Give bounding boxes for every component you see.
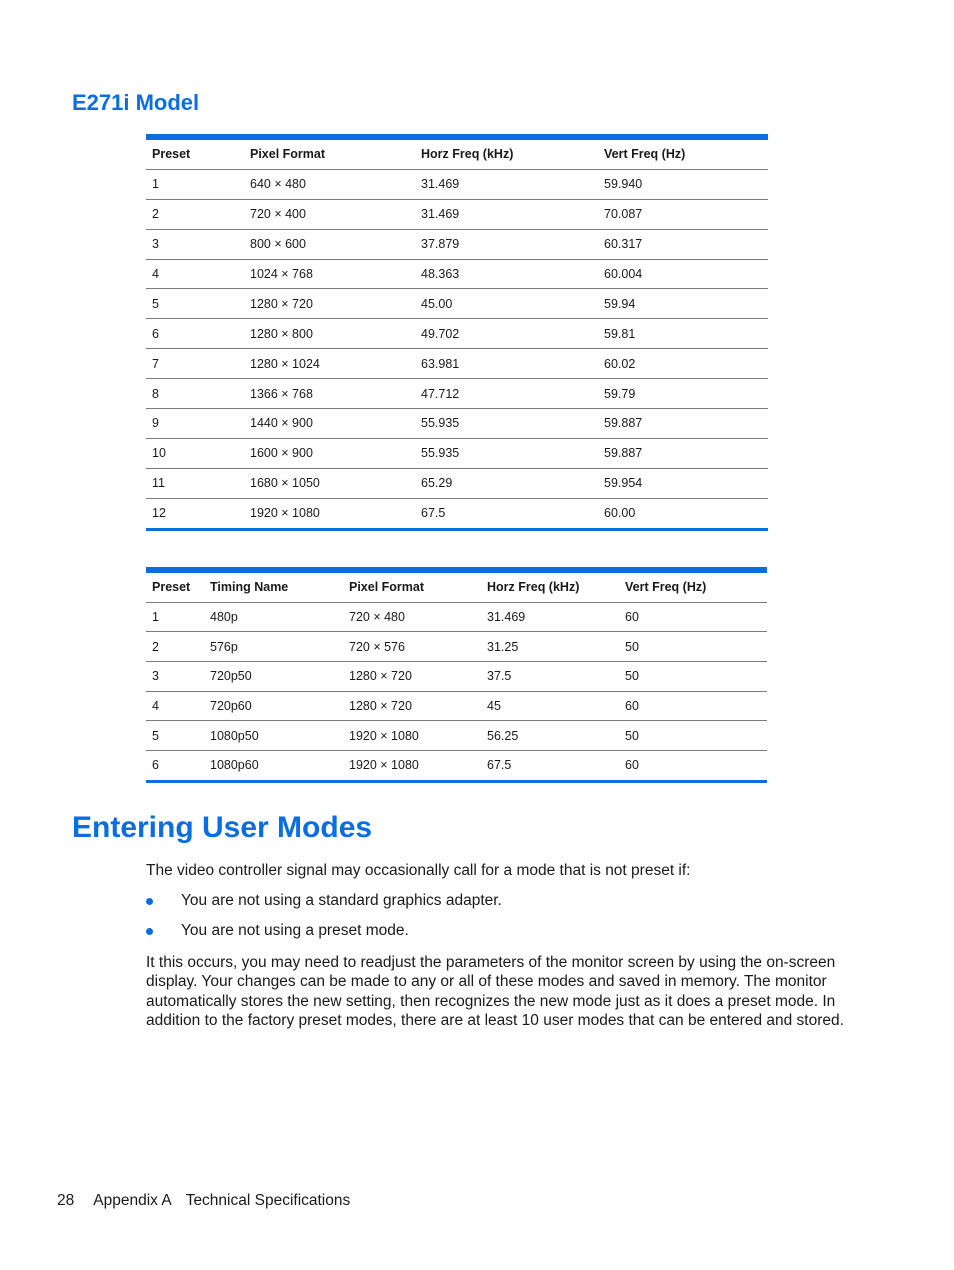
table-cell: 55.935 bbox=[415, 409, 598, 439]
table-row bbox=[146, 169, 768, 199]
table-cell: 720p50 bbox=[204, 662, 343, 692]
page-footer bbox=[57, 1192, 350, 1210]
table-cell: 60 bbox=[625, 758, 639, 773]
section-title: E271i Model bbox=[72, 90, 200, 115]
bullet-icon bbox=[146, 928, 153, 935]
table-cell: 60.004 bbox=[598, 259, 768, 289]
table-cell: 720 × 480 bbox=[343, 602, 481, 632]
table-cell: 59.954 bbox=[598, 468, 768, 498]
page-number: 28 bbox=[57, 1192, 75, 1209]
table-cell: 1080p60 bbox=[210, 758, 259, 773]
page-heading: Entering User Modes bbox=[72, 811, 373, 844]
table-cell: 7 bbox=[146, 349, 244, 379]
table-row bbox=[146, 751, 767, 782]
high-definition-timing-table bbox=[146, 567, 767, 783]
table-cell: 6 bbox=[152, 758, 159, 773]
table-cell: 37.5 bbox=[481, 662, 619, 692]
table-row bbox=[146, 721, 767, 751]
table-cell: 31.25 bbox=[481, 632, 619, 662]
column-header: Preset bbox=[146, 137, 244, 169]
table-cell: 60.317 bbox=[598, 229, 768, 259]
table-cell: 31.469 bbox=[415, 199, 598, 229]
table-row bbox=[146, 259, 768, 289]
table-cell: 8 bbox=[146, 379, 244, 409]
table-cell: 60 bbox=[619, 602, 767, 632]
table-cell: 1080p50 bbox=[204, 721, 343, 751]
table-cell: 4 bbox=[146, 691, 204, 721]
table-cell: 70.087 bbox=[598, 199, 768, 229]
table-cell: 3 bbox=[146, 662, 204, 692]
table-row bbox=[146, 289, 768, 319]
table-cell: 1920 × 1080 bbox=[250, 506, 320, 521]
table-row bbox=[146, 602, 767, 632]
table-cell: 2 bbox=[146, 199, 244, 229]
table-cell: 1280 × 720 bbox=[343, 662, 481, 692]
table-cell: 60 bbox=[619, 691, 767, 721]
table-header-row bbox=[146, 570, 767, 602]
table-cell: 2 bbox=[146, 632, 204, 662]
column-header: Horz Freq (kHz) bbox=[415, 137, 598, 169]
table-row bbox=[146, 662, 767, 692]
footer-chapter: Technical Specifications bbox=[185, 1192, 351, 1209]
column-header: Pixel Format bbox=[244, 137, 415, 169]
table-cell: 55.935 bbox=[415, 438, 598, 468]
list-item-text: You are not using a standard graphics adapter. bbox=[181, 892, 502, 909]
table-row bbox=[146, 409, 768, 439]
table-cell: 31.469 bbox=[415, 169, 598, 199]
column-header: Pixel Format bbox=[343, 570, 481, 602]
table-cell: 59.94 bbox=[598, 289, 768, 319]
table-row bbox=[146, 691, 767, 721]
column-header: Vert Freq (Hz) bbox=[598, 137, 768, 169]
table-cell: 480p bbox=[204, 602, 343, 632]
table-cell: 59.940 bbox=[598, 169, 768, 199]
table-cell: 4 bbox=[146, 259, 244, 289]
table-cell: 31.469 bbox=[481, 602, 619, 632]
column-header: Preset bbox=[146, 570, 204, 602]
table-row bbox=[146, 632, 767, 662]
intro-paragraph: The video controller signal may occasionally call for a mode that is not preset if: bbox=[146, 862, 691, 879]
bullet-icon bbox=[146, 898, 153, 905]
table-cell: 720 × 400 bbox=[244, 199, 415, 229]
table-cell: 720 × 576 bbox=[343, 632, 481, 662]
table-cell: 576p bbox=[204, 632, 343, 662]
table-row bbox=[146, 229, 768, 259]
table-row bbox=[146, 498, 768, 529]
table-cell: 1600 × 900 bbox=[244, 438, 415, 468]
table-cell: 1280 × 720 bbox=[343, 691, 481, 721]
table-cell: 1 bbox=[146, 602, 204, 632]
table-cell: 3 bbox=[146, 229, 244, 259]
table-cell: 45 bbox=[481, 691, 619, 721]
table-row bbox=[146, 438, 768, 468]
table-cell: 1920 × 1080 bbox=[349, 758, 419, 773]
table-cell: 12 bbox=[152, 506, 166, 521]
table-cell: 60.02 bbox=[598, 349, 768, 379]
table-row bbox=[146, 379, 768, 409]
table-cell: 67.5 bbox=[421, 506, 446, 521]
table-cell: 59.887 bbox=[598, 438, 768, 468]
table-cell: 1920 × 1080 bbox=[343, 721, 481, 751]
preset-timing-table bbox=[146, 134, 768, 531]
table-cell: 1280 × 800 bbox=[244, 319, 415, 349]
table-cell: 10 bbox=[146, 438, 244, 468]
table-cell: 59.887 bbox=[598, 409, 768, 439]
table-cell: 5 bbox=[146, 289, 244, 319]
table-cell: 1024 × 768 bbox=[244, 259, 415, 289]
table-cell: 5 bbox=[146, 721, 204, 751]
column-header: Horz Freq (kHz) bbox=[481, 570, 619, 602]
table-header-row bbox=[146, 137, 768, 169]
table-cell: 800 × 600 bbox=[244, 229, 415, 259]
column-header: Vert Freq (Hz) bbox=[619, 570, 767, 602]
table-cell: 59.79 bbox=[598, 379, 768, 409]
table-cell: 45.00 bbox=[415, 289, 598, 319]
table-row bbox=[146, 199, 768, 229]
table-cell: 65.29 bbox=[415, 468, 598, 498]
table-cell: 1680 × 1050 bbox=[244, 468, 415, 498]
table-cell: 11 bbox=[146, 468, 244, 498]
table-cell: 1 bbox=[146, 169, 244, 199]
table-cell: 1440 × 900 bbox=[244, 409, 415, 439]
table-cell: 47.712 bbox=[415, 379, 598, 409]
table-cell: 60.00 bbox=[604, 506, 636, 521]
table-cell: 59.81 bbox=[598, 319, 768, 349]
table-row bbox=[146, 349, 768, 379]
column-header: Timing Name bbox=[204, 570, 343, 602]
table-cell: 50 bbox=[619, 662, 767, 692]
table-cell: 640 × 480 bbox=[244, 169, 415, 199]
table-cell: 63.981 bbox=[415, 349, 598, 379]
body-paragraph: It this occurs, you may need to readjust the parameters of the monitor screen by using the on-screen display. Your changes can be made to any or all of these modes and saved in memory. The monitor automatically stores the new setting, then recognizes the new mode just as it does a preset mode. In addition to the factory preset modes, there are at least 10 user modes that can be entered and stored. bbox=[146, 954, 844, 1030]
footer-appendix: Appendix A bbox=[93, 1192, 172, 1209]
table-cell: 1366 × 768 bbox=[244, 379, 415, 409]
table-cell: 67.5 bbox=[487, 758, 512, 773]
table-cell: 1280 × 720 bbox=[244, 289, 415, 319]
table-cell: 1280 × 1024 bbox=[244, 349, 415, 379]
table-cell: 49.702 bbox=[415, 319, 598, 349]
table-cell: 720p60 bbox=[204, 691, 343, 721]
list-item-text: You are not using a preset mode. bbox=[181, 922, 409, 939]
table-cell: 50 bbox=[619, 721, 767, 751]
table-cell: 9 bbox=[146, 409, 244, 439]
table-row bbox=[146, 319, 768, 349]
table-cell: 6 bbox=[146, 319, 244, 349]
table-cell: 56.25 bbox=[481, 721, 619, 751]
table-row bbox=[146, 468, 768, 498]
table-cell: 50 bbox=[619, 632, 767, 662]
table-cell: 37.879 bbox=[415, 229, 598, 259]
table-cell: 48.363 bbox=[415, 259, 598, 289]
